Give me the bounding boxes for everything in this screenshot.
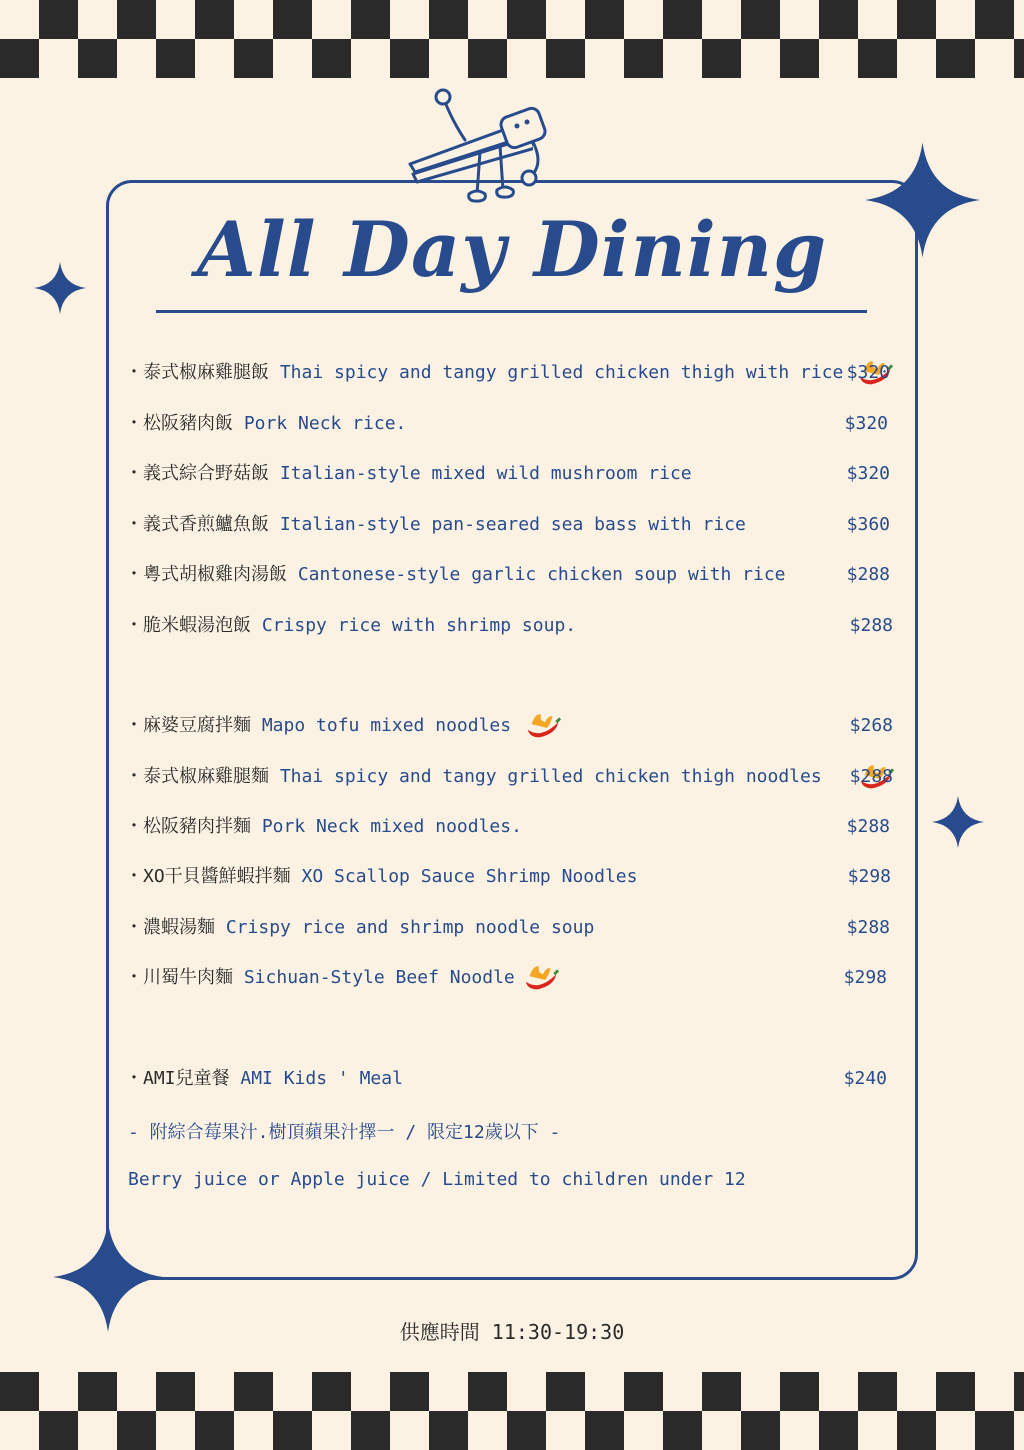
- list-item: [125, 609, 895, 643]
- item-price: $268: [849, 715, 893, 736]
- kids-note-zh: - 附綜合莓果汁.樹頂蘋果汁擇一 / 限定12歲以下 -: [128, 1122, 561, 1143]
- title-underline: [156, 310, 867, 313]
- item-name-en: Sichuan-Style Beef Noodle: [243, 967, 515, 988]
- list-item: [125, 961, 895, 995]
- list-item: [125, 407, 895, 441]
- list-item: [125, 457, 895, 491]
- item-price: $240: [843, 1068, 887, 1089]
- item-name-zh: ・濃蝦湯麵: [125, 917, 226, 938]
- item-price: $288: [849, 615, 893, 636]
- list-item: [125, 760, 895, 794]
- item-price: $288: [846, 917, 890, 938]
- page-title: All Day Dining: [196, 205, 828, 294]
- item-price: $320: [844, 413, 888, 434]
- sparkle-star-icon: [932, 796, 984, 848]
- item-name-en: Cantonese-style garlic chicken soup with rice: [297, 564, 786, 585]
- list-item: [125, 810, 895, 844]
- item-name-en: Pork Neck mixed noodles.: [261, 816, 522, 837]
- list-item: [125, 1062, 895, 1096]
- item-name-en: Mapo tofu mixed noodles: [261, 715, 512, 736]
- list-item: [125, 709, 895, 743]
- list-item: [125, 911, 895, 945]
- chili-flame-icon: [524, 710, 562, 742]
- list-item: [125, 558, 895, 592]
- item-name-zh: ・松阪豬肉拌麵: [125, 816, 262, 837]
- item-price: $288: [846, 816, 890, 837]
- item-name-zh: ・川蜀牛肉麵: [125, 967, 244, 988]
- item-price: $320: [846, 463, 890, 484]
- item-price: $320: [846, 362, 890, 383]
- checkered-border-top: [0, 0, 1024, 78]
- item-name-en: Crispy rice with shrimp soup.: [261, 615, 577, 636]
- item-name-zh: ・義式香煎鱸魚飯: [125, 514, 280, 535]
- chopsticks-mascot-icon: [405, 82, 555, 222]
- item-name-en: AMI Kids ' Meal: [240, 1068, 403, 1089]
- item-price: $288: [846, 564, 890, 585]
- list-item: [125, 508, 895, 542]
- item-name-en: Thai spicy and tangy grilled chicken thigh with rice: [279, 362, 844, 383]
- item-price: $298: [847, 866, 891, 887]
- item-name-zh: ・義式綜合野菇飯: [125, 463, 280, 484]
- item-price: $360: [846, 514, 890, 535]
- kids-note-en: Berry juice or Apple juice / Limited to children under 12: [128, 1169, 746, 1190]
- item-name-en: Pork Neck rice.: [243, 413, 407, 434]
- item-name-zh: ・AMI兒童餐: [125, 1068, 241, 1089]
- item-name-en: XO Scallop Sauce Shrimp Noodles: [301, 866, 638, 887]
- item-name-zh: ・泰式椒麻雞腿飯: [125, 362, 280, 383]
- serving-hours: 供應時間 11:30-19:30: [399, 1320, 625, 1344]
- item-name-zh: ・XO干貝醬鮮蝦拌麵: [125, 866, 302, 887]
- checkered-border-bottom: [0, 1372, 1024, 1450]
- chili-flame-icon: [522, 962, 560, 994]
- item-name-en: Crispy rice and shrimp noodle soup: [225, 917, 595, 938]
- item-price: $298: [843, 967, 887, 988]
- item-price: $288: [849, 766, 893, 787]
- item-name-zh: ・粵式胡椒雞肉湯飯: [125, 564, 298, 585]
- item-name-zh: ・泰式椒麻雞腿麵: [125, 766, 280, 787]
- item-name-zh: ・松阪豬肉飯: [125, 413, 244, 434]
- item-name-zh: ・麻婆豆腐拌麵: [125, 715, 262, 736]
- item-name-zh: ・脆米蝦湯泡飯: [125, 615, 262, 636]
- list-item: [125, 356, 895, 390]
- item-name-en: Italian-style pan-seared sea bass with rice: [279, 514, 746, 535]
- list-item: [125, 860, 895, 894]
- item-name-en: Thai spicy and tangy grilled chicken thigh noodles: [279, 766, 822, 787]
- item-name-en: Italian-style mixed wild mushroom rice: [279, 463, 692, 484]
